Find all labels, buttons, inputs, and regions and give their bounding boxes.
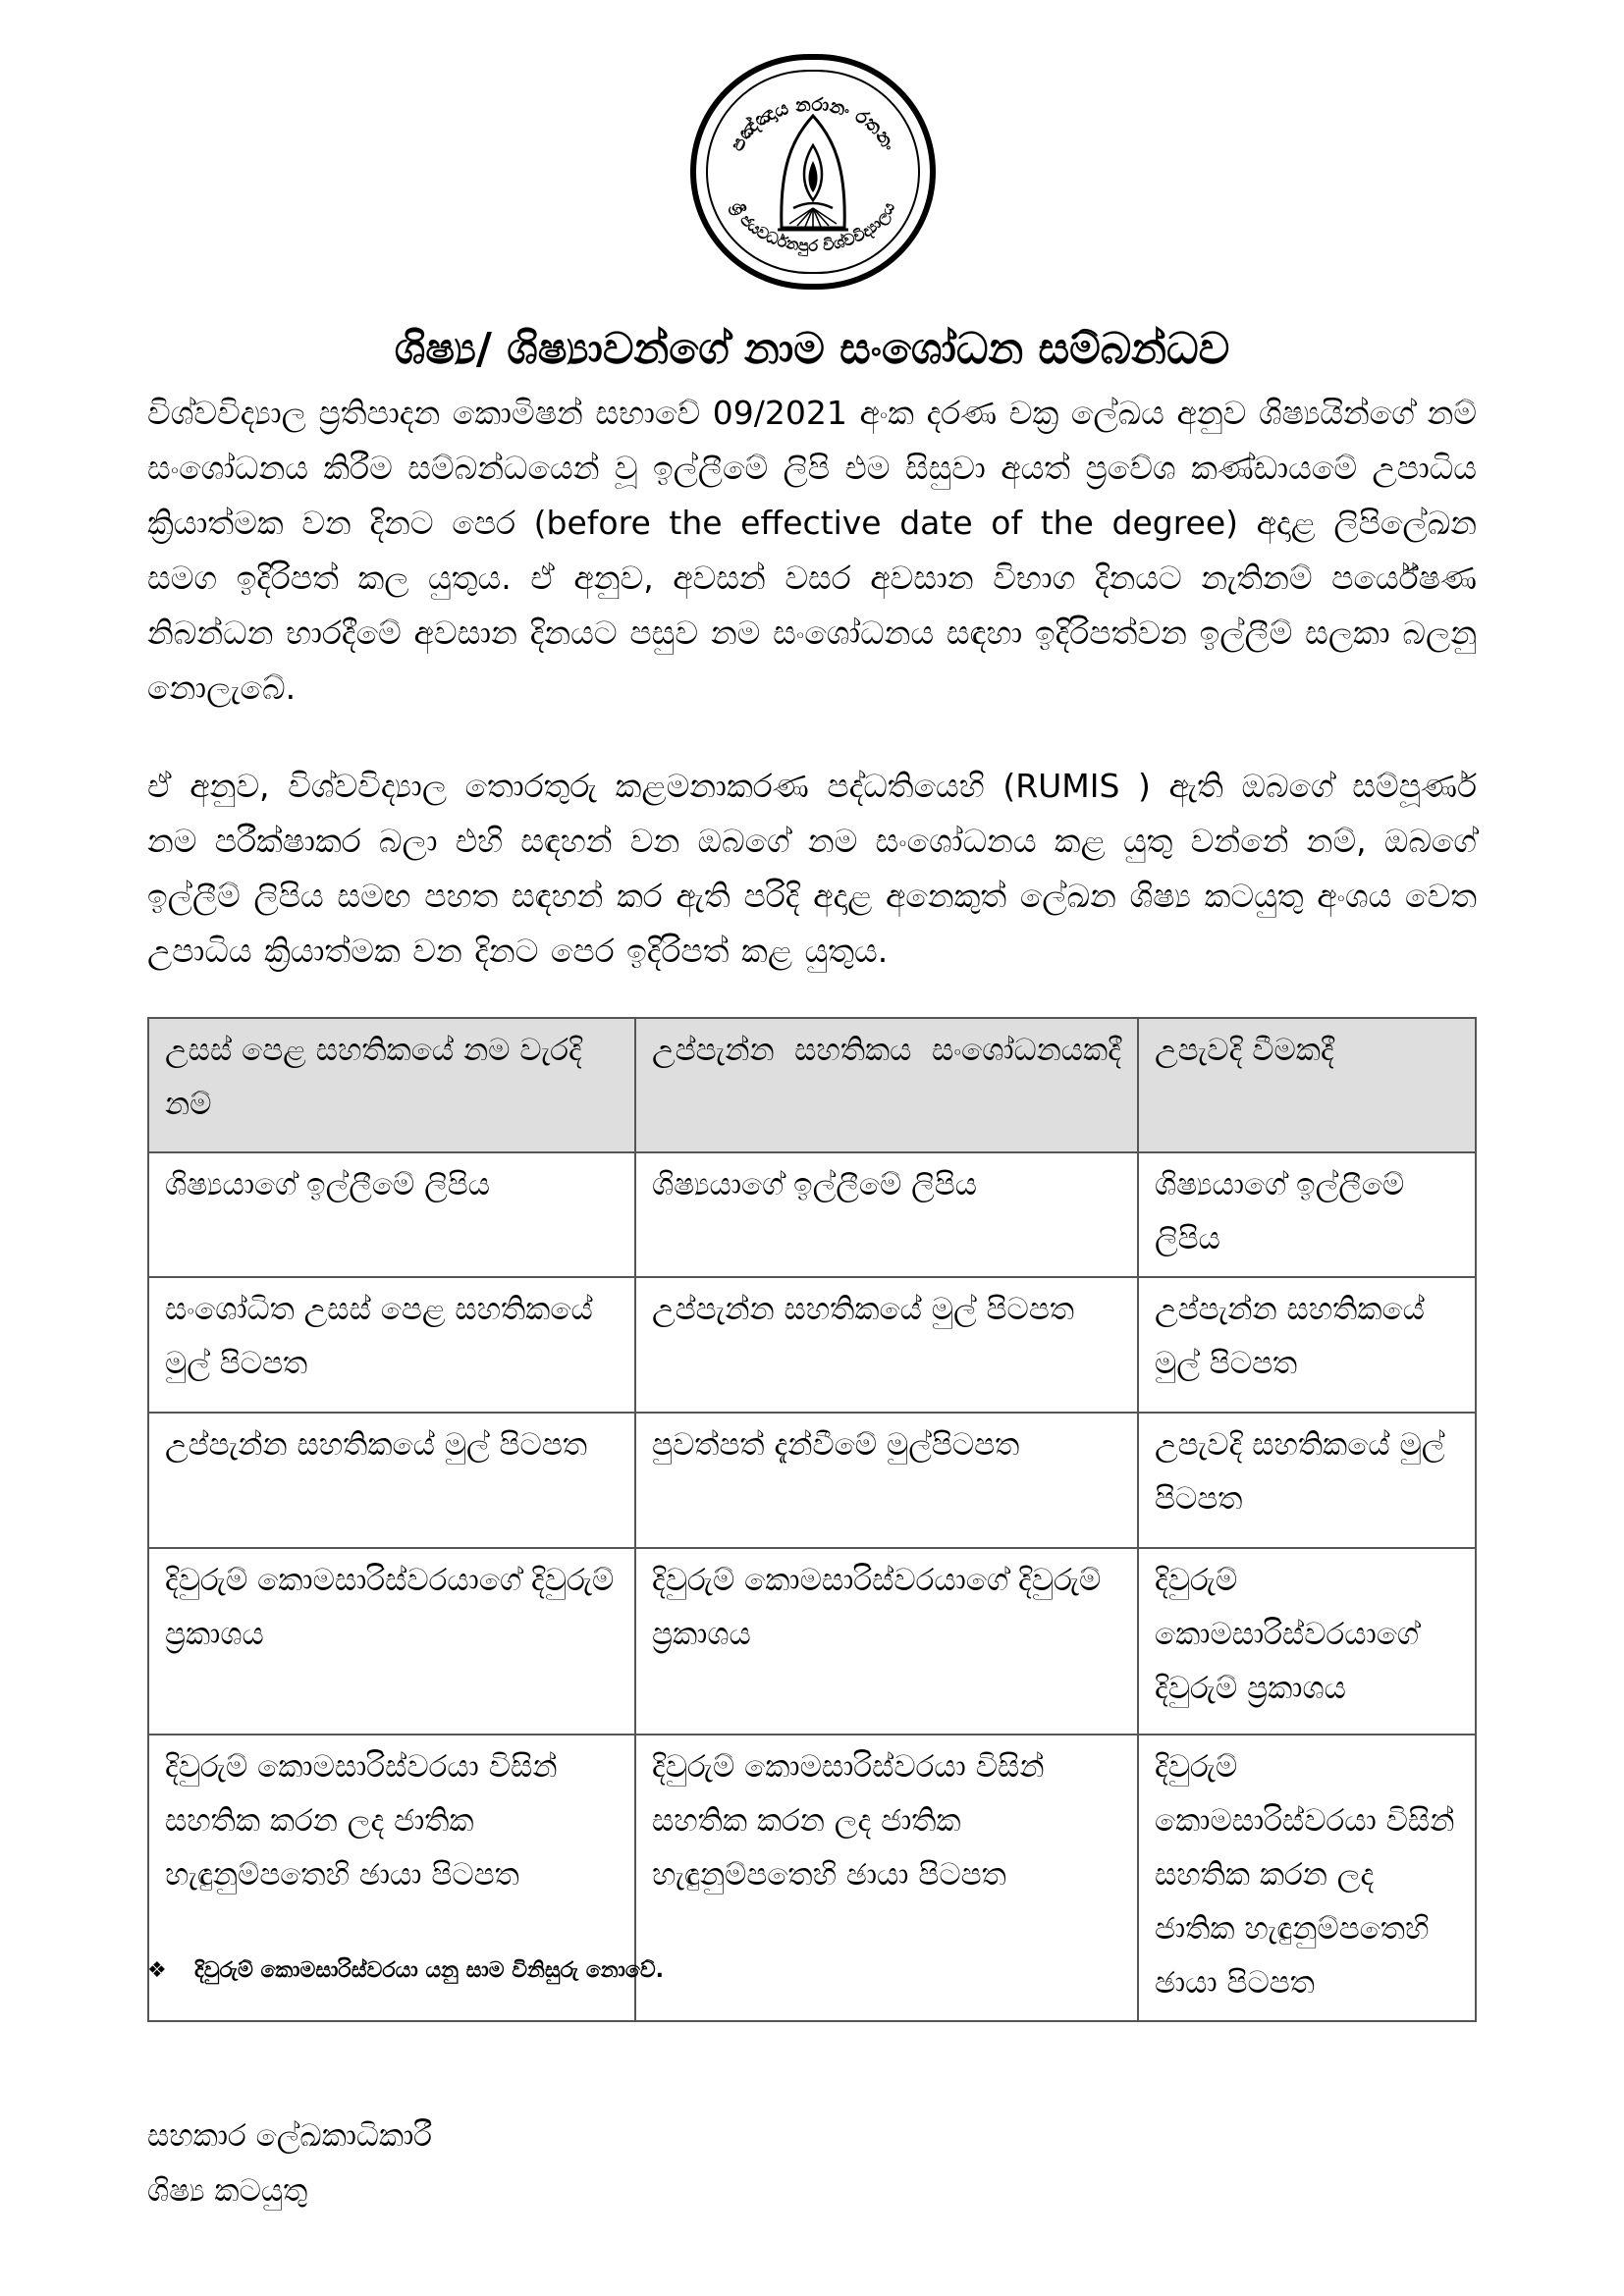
table-row xyxy=(148,1413,1476,1548)
table-cell: උපැවදි සහතිකයේ මුල් පිටපත xyxy=(1138,1413,1476,1548)
signatory-title: සහකාර ලේඛකාධිකාරී xyxy=(147,2118,433,2154)
table-cell: ශිෂ්‍යයාගේ ඉල්ලීමේ ලිපිය xyxy=(148,1152,635,1277)
table-cell: දිවුරුම් කොමසාරිස්වරයාගේ දිවුරුම් ප්‍රකාශය xyxy=(635,1548,1138,1735)
table-row xyxy=(148,1277,1476,1413)
table-header-cell: උපැවදි වීමකදී xyxy=(1138,1018,1476,1152)
documents-table xyxy=(147,1017,1477,2022)
diamond-bullet-icon: ❖ xyxy=(147,1958,167,1983)
footnote xyxy=(147,1955,1424,1987)
seal-motto: පඤ්ඤාය නරානං රතනං xyxy=(726,93,900,155)
table-cell: දිවුරුම් කොමසාරිස්වරයාගේ දිවුරුම් ප්‍රකාශය xyxy=(1138,1548,1476,1735)
instruction-paragraph: ඒ අනුව, විශ්වවිද්‍යාල තොරතුරු කළමනාකරණ පද්ධතියෙහි (RUMIS ) ඇති ඔබගේ සම්පූර්ණ නම පරීක්ෂාකර බලා එහි සඳහන් වන ඔබගේ නම සංශෝධනය කළ යුතු වන්නේ නම්, ඔබගේ ඉල්ලීම් ලිපිය සමඟ පහත සඳහන් කර ඇති පරිදි අදාළ අනෙකුත් ලේඛන ශිෂ්‍ය කටයුතු අංශය වෙත උපාධිය ක්‍රියාත්මක වන දිනට පෙර ඉදිරිපත් කළ යුතුය. xyxy=(147,767,1477,970)
table-row xyxy=(148,1152,1476,1277)
table-cell: ශිෂ්‍යයාගේ ඉල්ලීමේ ලිපිය xyxy=(1138,1152,1476,1277)
page-title: ශිෂ්‍ය/ ශිෂ්‍යාවන්ගේ නාම සංශෝධන සම්බන්ධව xyxy=(394,324,1230,374)
table-cell: දිවුරුම් කොමසාරිස්වරයා විසින් සහතික කරන ලද ජාතික හැඳුනුම්පතෙහි ඡායා පිටපත xyxy=(1138,1735,1476,2021)
table-cell: උප්පැන්න සහතිකයේ මුල් පිටපත xyxy=(635,1277,1138,1413)
table-header-cell: උප්පැන්න සහතිකය සංශෝධනයකදී xyxy=(635,1018,1138,1152)
signature-block xyxy=(147,2109,933,2218)
table-cell: ශිෂ්‍යයාගේ ඉල්ලීමේ ලිපිය xyxy=(635,1152,1138,1277)
table-cell: දිවුරුම් කොමසාරිස්වරයාගේ දිවුරුම් ප්‍රකාශය xyxy=(148,1548,635,1735)
table-cell: පුවත්පත් දැන්වීමේ මුල්පිටපත xyxy=(635,1413,1138,1548)
signatory-department: ශිෂ්‍ය කටයුතු xyxy=(147,2173,308,2209)
university-seal-logo xyxy=(687,51,939,293)
footnote-text: දිවුරුම් කොමසාරිස්වරයා යනු සාම විනිසුරු නොවේ. xyxy=(194,1958,665,1983)
table-header-row xyxy=(148,1018,1476,1152)
table-cell: සංශෝධිත උසස් පෙළ සහතිකයේ මුල් පිටපත xyxy=(148,1277,635,1413)
table-row xyxy=(148,1548,1476,1735)
table-cell: උප්පැන්න සහතිකයේ මුල් පිටපත xyxy=(148,1413,635,1548)
table-header-cell: උසස් පෙළ සහතිකයේ නම වැරදි නම් xyxy=(148,1018,635,1152)
intro-paragraph: විශ්වවිද්‍යාල ප්‍රතිපාදන කොමිෂන් සභාවේ 09/2021 අංක දරණ චක්‍ර ලේඛය අනුව ශිෂ්‍යයින්ගේ නම් සංශෝධනය කිරීම සම්බන්ධයෙන් වූ ඉල්ලීමේ ලිපි එම සිසුවා අයත් ප්‍රවේශ කණ්ඩායමේ උපාධිය ක්‍රියාත්මක වන දිනට පෙර (before the effective date of the degree) අදාළ ලිපිලේඛන සමග ඉදිරිපත් කල යුතුය. ඒ අනුව, අවසන් වසර අවසාන විභාග දිනයට නැතිනම් පර්යේෂණ නිබන්ධන භාරදීමේ අවසාන දිනයට පසුව නම සංශෝධනය සඳහා ඉදිරිපත්වන ඉල්ලීම් සලකා බලනු නොලැබේ. xyxy=(147,394,1477,707)
seal-ring-text: ශ්‍රී ජයවර්ධනපුර විශ්වවිද්‍යාලය xyxy=(727,198,899,255)
table-cell: දිවුරුම් කොමසාරිස්වරයා විසින් සහතික කරන ලද ජාතික හැඳුනුම්පතෙහි ඡායා පිටපත xyxy=(148,1735,635,2021)
table-cell: දිවුරුම් කොමසාරිස්වරයා විසින් සහතික කරන ලද ජාතික හැඳුනුම්පතෙහි ඡායා පිටපත xyxy=(635,1735,1138,2021)
table-cell: උප්පැන්න සහතිකයේ මුල් පිටපත xyxy=(1138,1277,1476,1413)
